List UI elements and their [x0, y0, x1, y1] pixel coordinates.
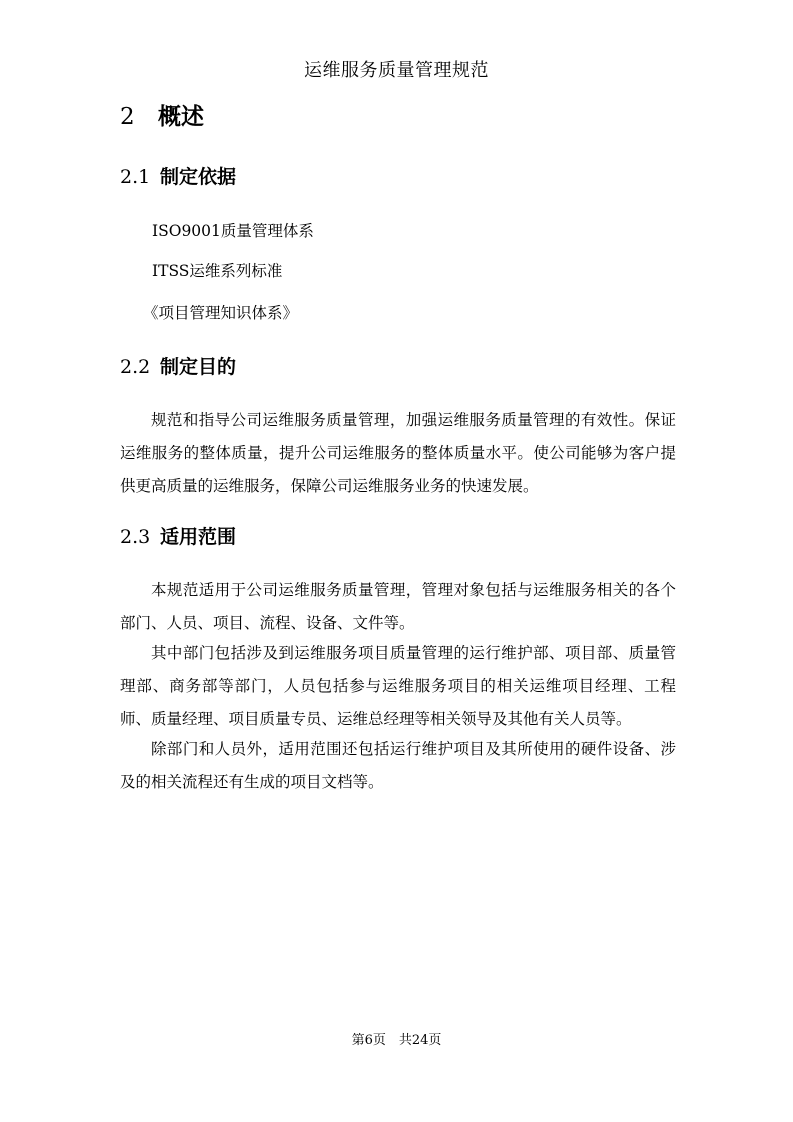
subsection-title: 制定依据 — [160, 166, 237, 188]
section-number: 2 — [120, 104, 135, 130]
subsection-heading-2-3 — [120, 523, 236, 551]
subsection-title: 制定目的 — [160, 356, 237, 378]
basis-item: ISO9001质量管理体系 — [152, 222, 314, 240]
page-header-title: 运维服务质量管理规范 — [304, 60, 489, 81]
subsection-title: 适用范围 — [160, 526, 237, 548]
scope-paragraph: 其中部门包括涉及到运维服务项目质量管理的运行维护部、项目部、质量管理部、商务部等部门，人员包括参与运维服务项目的相关运维项目经理、工程师、质量经理、项目质量专员、运维总经理等相关领导及其他有关人员等。 — [120, 644, 676, 728]
subsection-heading-2-2 — [120, 353, 236, 381]
basis-item: 《项目管理知识体系》 — [143, 304, 299, 322]
scope-paragraph: 除部门和人员外，适用范围还包括运行维护项目及其所使用的硬件设备、涉及的相关流程还有生成的项目文档等。 — [120, 740, 676, 791]
scope-paragraph: 本规范适用于公司运维服务质量管理，管理对象包括与运维服务相关的各个部门、人员、项目、流程、设备、文件等。 — [120, 581, 676, 632]
section-title: 概述 — [158, 103, 204, 130]
subsection-number: 2.2 — [120, 356, 151, 378]
subsection-number: 2.1 — [120, 166, 151, 188]
basis-item: ITSS运维系列标准 — [152, 262, 283, 280]
subsection-heading-2-1 — [120, 163, 236, 191]
page-footer-number: 第6页 共24页 — [351, 1033, 442, 1048]
section-heading — [120, 101, 204, 133]
subsection-number: 2.3 — [120, 526, 151, 548]
purpose-paragraph: 规范和指导公司运维服务质量管理，加强运维服务质量管理的有效性。保证运维服务的整体质量，提升公司运维服务的整体质量水平。使公司能够为客户提供更高质量的运维服务，保障公司运维服务业务的快速发展。 — [120, 411, 676, 495]
